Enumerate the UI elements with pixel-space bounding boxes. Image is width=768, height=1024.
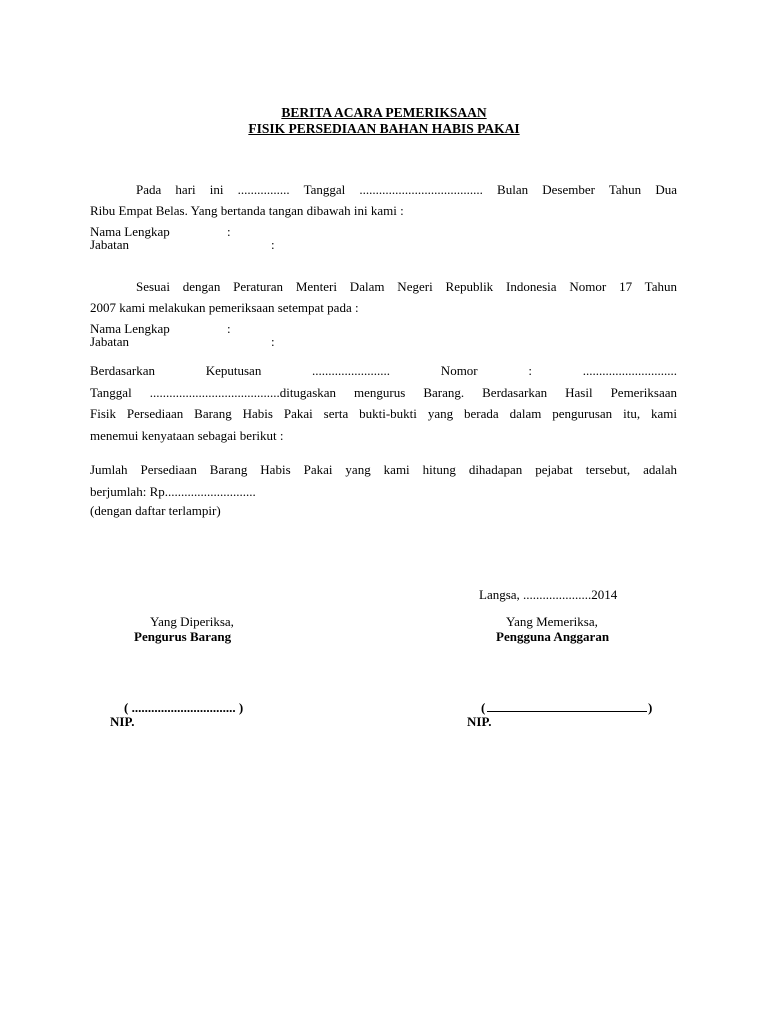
signer-left-name-blank: ( ................................ ) bbox=[124, 700, 244, 715]
para3-line2: Tanggal ........................................ditugaskan mengurus Barang. Berdasarkan Hasil Pemeriksaan bbox=[90, 385, 677, 400]
field2-nama-label: Nama Lengkap bbox=[90, 321, 170, 336]
para4-line3: (dengan daftar terlampir) bbox=[90, 503, 221, 518]
signer-right-open-paren: ( bbox=[481, 700, 486, 715]
place-date: Langsa, .....................2014 bbox=[479, 587, 618, 602]
signer-left-title: Pengurus Barang bbox=[134, 629, 232, 644]
field1-jabatan-label: Jabatan bbox=[90, 237, 129, 252]
document-title-line2: FISIK PERSEDIAAN BAHAN HABIS PAKAI bbox=[248, 121, 520, 136]
field1-jabatan-colon: : bbox=[271, 237, 275, 252]
signer-right-name-line bbox=[487, 711, 647, 712]
para2-line2: 2007 kami melakukan pemeriksaan setempat pada : bbox=[90, 300, 359, 315]
field2-jabatan-label: Jabatan bbox=[90, 334, 129, 349]
para3-line4: menemui kenyataan sebagai berikut : bbox=[90, 428, 284, 443]
signer-left-nip: NIP. bbox=[110, 714, 135, 729]
signer-right-title: Pengguna Anggaran bbox=[496, 629, 610, 644]
signer-right-role: Yang Memeriksa, bbox=[506, 614, 598, 629]
signer-right-nip: NIP. bbox=[467, 714, 492, 729]
field2-jabatan-colon: : bbox=[271, 334, 275, 349]
para2-line1: Sesuai dengan Peraturan Menteri Dalam Negeri Republik Indonesia Nomor 17 Tahun bbox=[136, 279, 677, 294]
field1-nama-label: Nama Lengkap bbox=[90, 224, 170, 239]
para4-line1: Jumlah Persediaan Barang Habis Pakai yang kami hitung dihadapan pejabat tersebut, adalah bbox=[90, 462, 677, 477]
field1-nama-colon: : bbox=[227, 224, 231, 239]
para1-line1: Pada hari ini ................ Tanggal ...................................... Bulan Desember Tahun Dua bbox=[136, 182, 677, 197]
para3-line1: Berdasarkan Keputusan ........................ Nomor : ............................. bbox=[90, 363, 677, 378]
field2-nama-colon: : bbox=[227, 321, 231, 336]
para3-line3: Fisik Persediaan Barang Habis Pakai serta bukti-bukti yang berada dalam pengurusan itu, kami bbox=[90, 406, 677, 421]
signer-right-close-paren: ) bbox=[648, 700, 653, 715]
para1-line2: Ribu Empat Belas. Yang bertanda tangan dibawah ini kami : bbox=[90, 203, 404, 218]
para4-line2: berjumlah: Rp............................ bbox=[90, 484, 256, 499]
document-title-line1: BERITA ACARA PEMERIKSAAN bbox=[281, 105, 487, 120]
signer-left-role: Yang Diperiksa, bbox=[150, 614, 234, 629]
